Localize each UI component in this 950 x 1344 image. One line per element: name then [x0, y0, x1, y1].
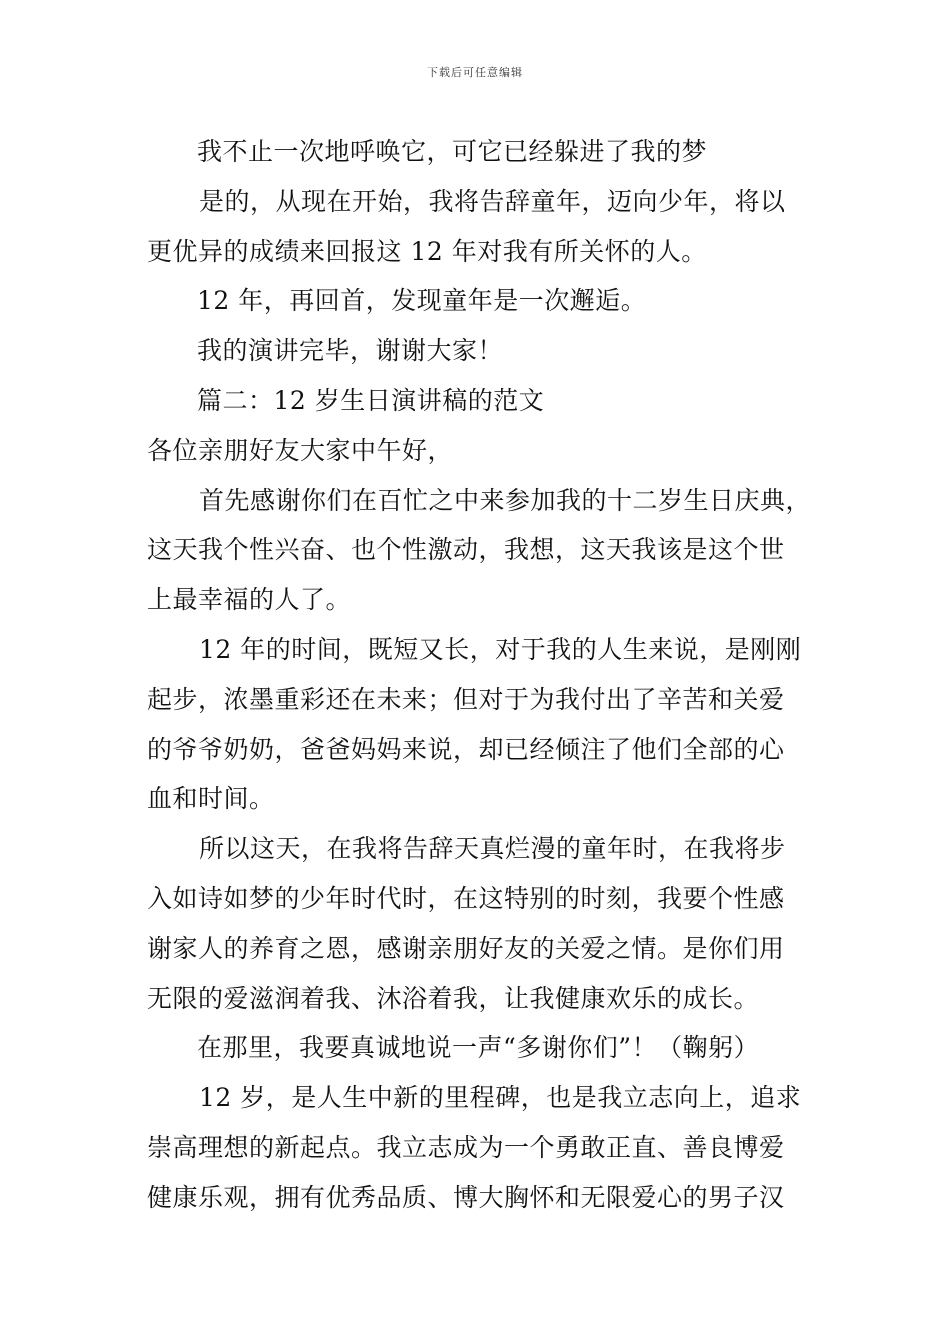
page-header-note: 下载后可任意编辑	[427, 66, 523, 79]
text-line: 我的演讲完毕，谢谢大家！	[197, 336, 504, 366]
document-body	[147, 127, 827, 1223]
text-line: 无限的爱滋润着我、沐浴着我，让我健康欢乐的成长。	[147, 983, 760, 1013]
text-line: 我不止一次地呼唤它，可它已经躲进了我的梦	[197, 137, 708, 166]
text-line: 上最幸福的人了。	[147, 585, 352, 615]
text-line: 健康乐观，拥有优秀品质、博大胸怀和无限爱心的男子汉	[147, 1182, 785, 1212]
text-line: 在那里，我要真诚地说一声“多谢你们”！（鞠躬）	[197, 1033, 760, 1063]
text-line: 谢家人的养育之恩，感谢亲朋好友的关爱之情。是你们用	[147, 933, 785, 963]
text-line: 首先感谢你们在百忙之中来参加我的十二岁生日庆典，	[199, 485, 812, 515]
section-heading: 篇二：12 岁生日演讲稿的范文	[197, 385, 545, 415]
text-line: 起步，浓墨重彩还在未来；但对于为我付出了辛苦和关爱	[147, 684, 785, 714]
text-line: 12 年的时间，既短又长，对于我的人生来说，是刚刚	[199, 634, 802, 664]
text-line: 崇高理想的新起点。我立志成为一个勇敢正直、善良博爱	[147, 1132, 785, 1162]
text-line: 这天我个性兴奋、也个性激动，我想，这天我该是这个世	[147, 535, 785, 565]
greeting-line: 各位亲朋好友大家中午好，	[147, 435, 454, 465]
text-line: 更优异的成绩来回报这 12 年对我有所关怀的人。	[147, 236, 707, 266]
text-line: 是的，从现在开始，我将告辞童年，迈向少年，将以	[199, 186, 786, 216]
text-line: 12 岁，是人生中新的里程碑，也是我立志向上，追求	[199, 1083, 802, 1113]
text-line: 血和时间。	[147, 784, 275, 814]
text-line: 所以这天，在我将告辞天真烂漫的童年时，在我将步	[199, 834, 786, 864]
text-line: 的爷爷奶奶，爸爸妈妈来说，却已经倾注了他们全部的心	[147, 734, 785, 764]
text-line: 入如诗如梦的少年时代时，在这特别的时刻，我要个性感	[147, 883, 785, 913]
text-line: 12 年，再回首，发现童年是一次邂逅。	[197, 286, 647, 316]
